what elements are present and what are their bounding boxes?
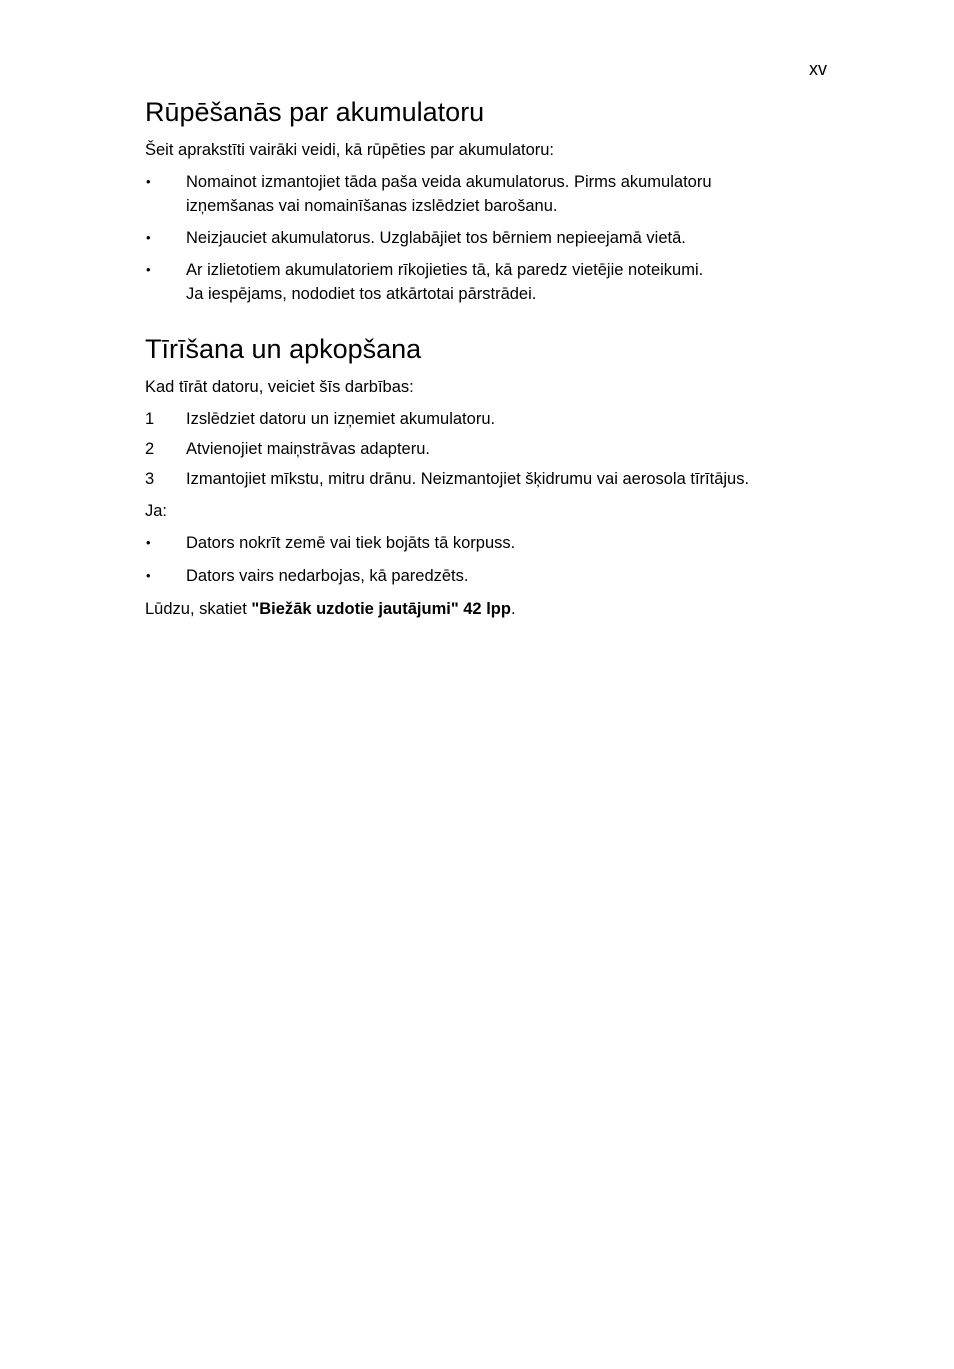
step-number: 2 bbox=[145, 440, 155, 458]
bullet-icon: • bbox=[146, 568, 151, 583]
list-item-text: Nomainot izmantojiet tāda paša veida akumulatorus. Pirms akumulatoru bbox=[186, 173, 712, 191]
step-text: Izslēdziet datoru un izņemiet akumulatoru. bbox=[186, 410, 496, 428]
numbered-step bbox=[145, 437, 835, 461]
step-text: Atvienojiet maiņstrāvas adapteru. bbox=[186, 440, 430, 458]
step-number: 1 bbox=[145, 410, 155, 428]
reference-paragraph bbox=[145, 597, 835, 621]
list-item-text: Dators nokrīt zemē vai tiek bojāts tā korpuss. bbox=[186, 534, 516, 552]
page-number: xv bbox=[809, 59, 827, 79]
list-item bbox=[145, 531, 835, 555]
list-item-text: izņemšanas vai nomainīšanas izslēdziet barošanu. bbox=[186, 197, 558, 215]
list-item bbox=[145, 226, 835, 250]
bullet-icon: • bbox=[146, 230, 151, 245]
list-item-text: Dators vairs nedarbojas, kā paredzēts. bbox=[186, 567, 469, 585]
step-text: Izmantojiet mīkstu, mitru drānu. Neizmantojiet šķidrumu vai aerosola tīrītājus. bbox=[186, 470, 750, 488]
list-item bbox=[145, 564, 835, 588]
bullet-icon: • bbox=[146, 535, 151, 550]
faq-reference-link[interactable]: "Biežāk uzdotie jautājumi" 42 lpp bbox=[251, 600, 511, 618]
list-item-text: Ja iespējams, nododiet tos atkārtotai pārstrādei. bbox=[186, 285, 537, 303]
numbered-step bbox=[145, 467, 835, 491]
if-label: Ja: bbox=[145, 502, 168, 520]
reference-suffix: . bbox=[510, 600, 516, 618]
list-item-text: Ar izlietotiem akumulatoriem rīkojieties tā, kā paredz vietējie noteikumi. bbox=[186, 261, 704, 279]
bullet-icon: • bbox=[146, 262, 151, 277]
list-item bbox=[145, 258, 835, 306]
battery-care-heading: Rūpēšanās par akumulatoru bbox=[145, 97, 485, 127]
page-content bbox=[145, 94, 835, 621]
cleaning-heading: Tīrīšana un apkopšana bbox=[145, 334, 422, 364]
list-item bbox=[145, 170, 835, 218]
cleaning-intro: Kad tīrāt datoru, veiciet šīs darbības: bbox=[145, 378, 414, 396]
battery-care-intro: Šeit aprakstīti vairāki veidi, kā rūpēties par akumulatoru: bbox=[145, 141, 555, 159]
numbered-step bbox=[145, 407, 835, 431]
list-item-text: Neizjauciet akumulatorus. Uzglabājiet tos bērniem nepieejamā vietā. bbox=[186, 229, 686, 247]
step-number: 3 bbox=[145, 470, 155, 488]
bullet-icon: • bbox=[146, 174, 151, 189]
reference-prefix: Lūdzu, skatiet bbox=[145, 600, 252, 618]
